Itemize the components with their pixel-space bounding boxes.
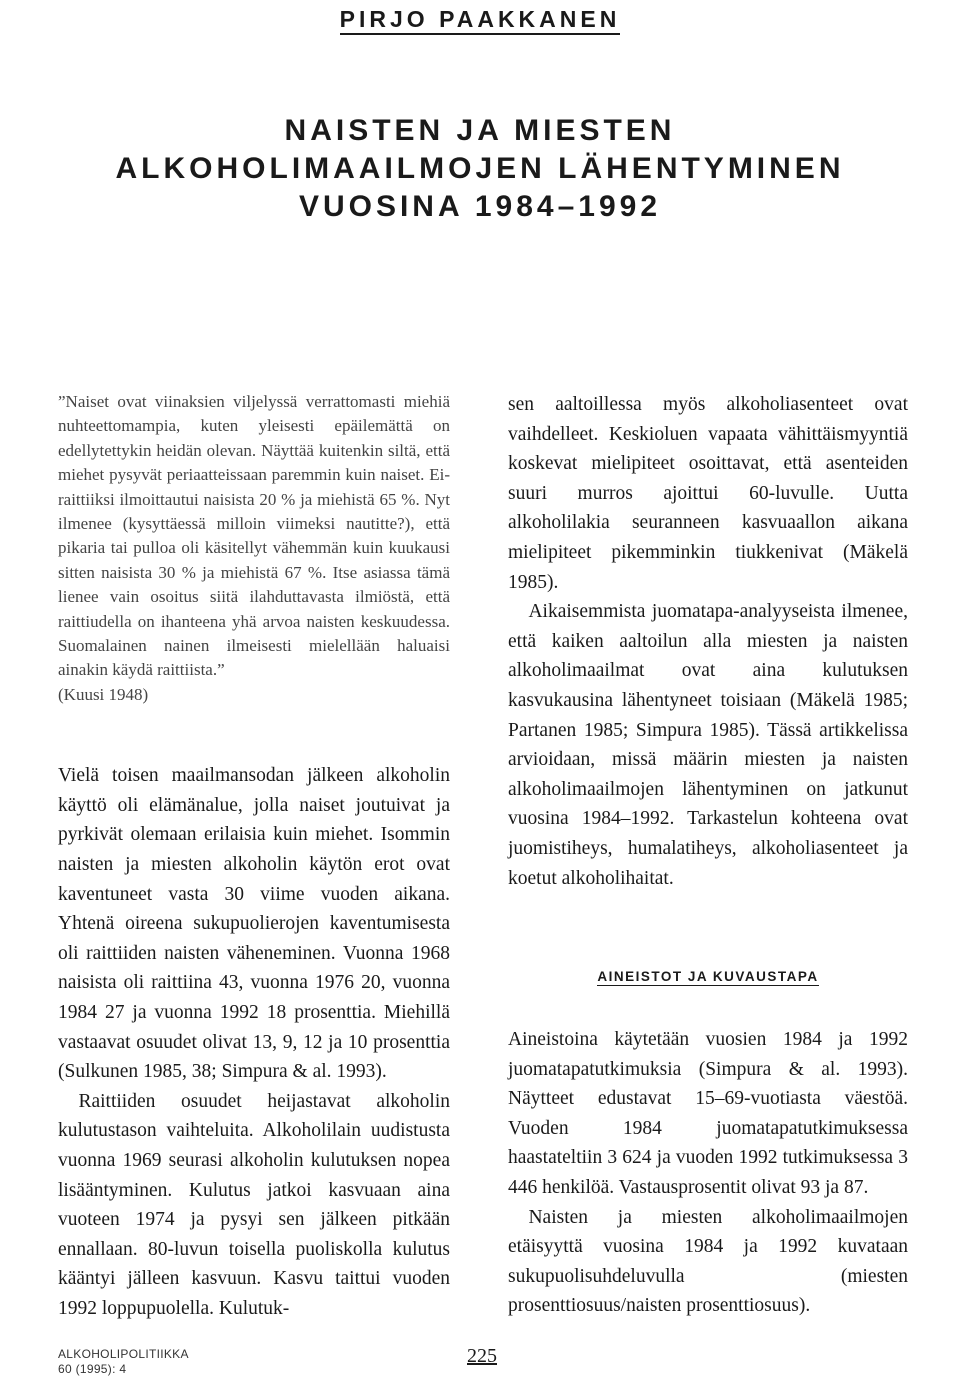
- paragraph: Aikaisemmista juomatapa-analyyseista ilmenee, että kaiken aaltoilun alla miesten ja naisten alkoholimaailmat ovat aina kulutuksen kasvukausina lähentyneet toisiaan (Mäkelä 1985; Partanen 1985; Simpura 1985). Tässä artikkelissa arvioidaan, missä määrin miesten ja naisten alkoholimaailmojen lähentyminen on jatkunut vuosina 1984–1992. Tarkastelun kohteena ovat juomistiheys, humalatiheys, alkoholiasenteet ja koetut alkoholihaitat.: [508, 601, 908, 889]
- quote-text: ”Naiset ovat viinaksien viljelyssä verrattomasti miehiä nuhteettomampia, kuten yleisesti epäilemättä on edellytettykin heidän olevan. Näyttää kuitenkin siltä, että miehet pysyvät periaatteissaan paremmin kuin naiset. Ei-raittiiksi ilmoittautui naisista 20 % ja miehistä 65 %. Nyt ilmenee (kysyttäessä milloin viimeksi nautitte?), että pikaria tai pulloa oli käsitellyt vähemmän kuin kuukausi sitten naisista 30 % ja miehistä 67 %. Itse asiassa tämä lienee vain osoitus siitä ilahduttavasta ilmiöstä, että raittiudella on ihanteena yhä arvoa naisten keskuudessa. Suomalainen nainen ilmeisesti mielellään haluaisi ainakin käydä raittiista.”: [58, 392, 450, 680]
- article-title: [0, 112, 960, 226]
- paragraph: Raittiiden osuudet heijastavat alkoholin kulutustason vaihteluita. Alkoholilain uudistusta vuonna 1969 seurasi alkoholin kulutuksen nopea lisääntyminen. Kulutus jatkoi kasvuaan aina vuoteen 1974 ja pysyi sen jälkeen pitkään ennallaan. 80-luvun toisella puoliskolla kulutus kääntyi jälleen kasvuun. Kasvu taittui vuoden 1992 loppupuolella. Kulutuk-: [58, 1090, 450, 1319]
- journal-name: ALKOHOLIPOLITIIKKA: [58, 1347, 189, 1361]
- title-line: NAISTEN JA MIESTEN: [284, 114, 676, 147]
- quote-citation: (Kuusi 1948): [58, 684, 149, 704]
- title-line: VUOSINA 1984–1992: [298, 190, 662, 223]
- title-line: ALKOHOLIMAAILMOJEN LÄHENTYMINEN: [115, 152, 845, 185]
- author-name: PIRJO PAAKKANEN: [0, 6, 960, 33]
- left-body: [58, 761, 450, 1323]
- paragraph: Naisten ja miesten alkoholimaailmojen etäisyyttä vuosina 1984 ja 1992 kuvataan sukupuolisuhdeluvulla (miesten prosenttiosuus/naisten prosenttiosuus).: [508, 1206, 908, 1317]
- section-body: [508, 1025, 908, 1321]
- section-heading: AINEISTOT JA KUVAUSTAPA: [597, 969, 819, 985]
- epigraph-quote: [58, 390, 450, 707]
- journal-issue: 60 (1995): 4: [58, 1362, 127, 1376]
- right-body: [508, 390, 908, 893]
- journal-footer: [58, 1347, 189, 1377]
- paragraph: Aineistoina käytetään vuosien 1984 ja 1992 juomatapatutkimuksia (Simpura & al. 1993). Näytteet edustavat 15–69-vuotiasta väestöä. Vuoden 1984 juomatapatutkimuksessa haastateltiin 3 624 ja vuoden 1992 tutkimuksessa 3 446 henkilöä. Vastausprosentit olivat 93 ja 87.: [508, 1029, 908, 1199]
- right-column: [508, 390, 908, 1321]
- page-number: 225: [467, 1345, 497, 1367]
- left-column: [58, 390, 450, 1324]
- paragraph: Vielä toisen maailmansodan jälkeen alkoholin käyttö oli elämänalue, jolla naiset joutuivat ja pyrkivät olemaan erilaisia kuin miehet. Isommin naisten ja miesten alkoholin käytön erot ovat kaventuneet vasta 30 viime vuoden aikana. Yhtenä oireena sukupuolierojen kaventumisesta oli raittiiden naisten väheneminen. Vuonna 1968 naisista oli raittiina 43, vuonna 1976 20, vuonna 1984 27 ja vuonna 1992 18 prosenttia. Miehillä vastaavat osuudet olivat 13, 9, 12 ja 10 prosenttia (Sulkunen 1985, 38; Simpura & al. 1993).: [58, 765, 450, 1083]
- paragraph: sen aaltoillessa myös alkoholiasenteet ovat vaihdelleet. Keskioluen vapaata vähittäismyyntiä koskevat mielipiteet osoittavat, että asenteiden suuri murros ajoittui 60-luvulle. Uutta alkoholilakia seuranneen kasvuaallon aikana mielipiteet pikemminkin tiukkenivat (Mäkelä 1985).: [508, 394, 908, 593]
